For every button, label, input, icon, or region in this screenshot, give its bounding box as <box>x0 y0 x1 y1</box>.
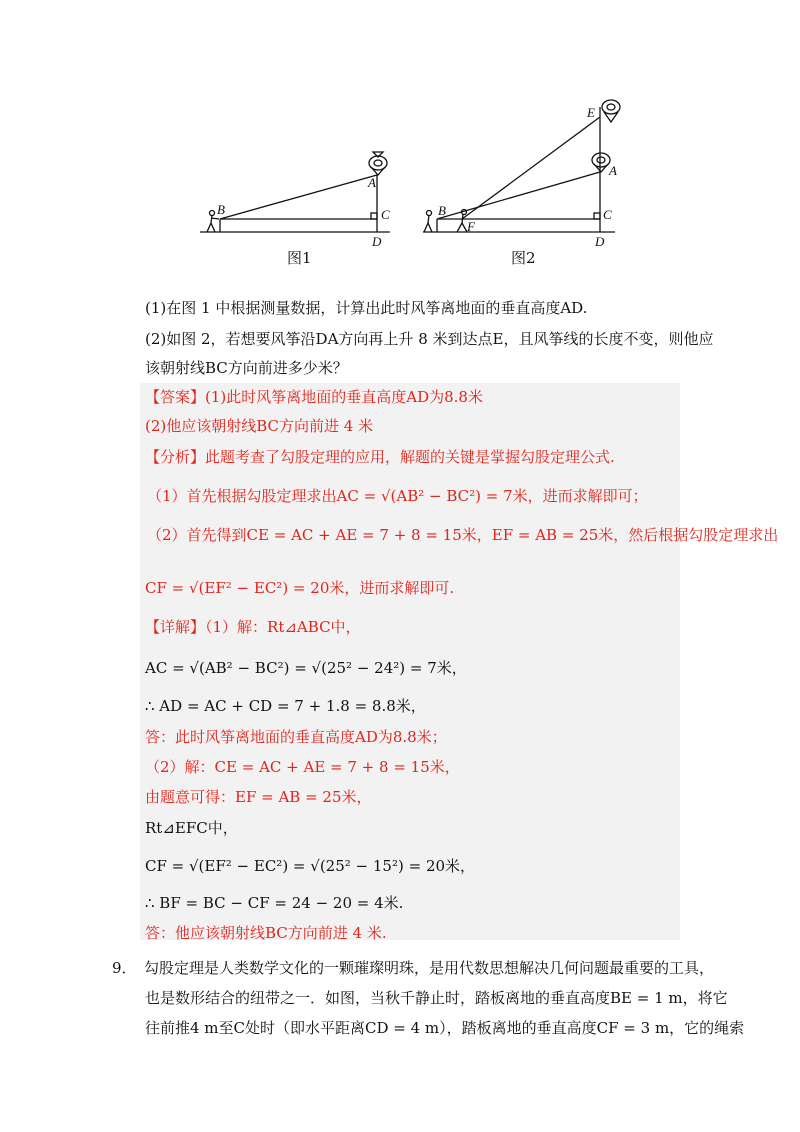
label-d-2: D <box>595 234 605 249</box>
detail-line-6: 由题意可得：EF = AB = 25米， <box>145 788 372 806</box>
kite-figures <box>195 95 635 275</box>
detail-line-8: CF = √(EF² − EC²) = √(25² − 15²) = 20米， <box>145 857 476 875</box>
right-angle-2 <box>594 213 600 219</box>
figure-2-caption: 图2 <box>511 249 536 267</box>
label-b-1: B <box>217 202 225 217</box>
segment-fe-2 <box>462 117 600 219</box>
label-c-2: C <box>603 207 612 222</box>
figure-1-caption: 图1 <box>287 249 312 267</box>
label-b-2: B <box>438 203 446 218</box>
analysis-step-2: （2）首先得到CE = AC + AE = 7 + 8 = 15米，EF = AB = 25米，然后根据勾股定理求出 <box>147 526 779 544</box>
q9-line-3: 往前推4 m至C处时（即水平距离CD = 4 m），踏板离地的垂直高度CF = 3 m，它的绳索 <box>145 1019 745 1037</box>
detail-line-5: （2）解：CE = AC + AE = 7 + 8 = 15米， <box>145 758 460 776</box>
answer-line-2: (2)他应该朝射线BC方向前进 4 米 <box>145 417 374 435</box>
q9-line-1: 9． 勾股定理是人类数学文化的一颗璀璨明珠，是用代数思想解决几何问题最重要的工具， <box>112 959 715 977</box>
figure-1 <box>200 152 390 232</box>
detail-line-9: ∴ BF = BC − CF = 24 − 20 = 4米. <box>145 894 404 912</box>
person-icon-2a <box>427 211 432 216</box>
segment-ba-1 <box>220 175 377 219</box>
person-icon-1 <box>210 211 215 216</box>
label-f-2: F <box>467 219 475 234</box>
detail-line-2: AC = √(AB² − BC²) = √(25² − 24²) = 7米， <box>145 659 467 677</box>
right-angle-1 <box>371 213 377 219</box>
label-a-1: A <box>368 175 376 190</box>
label-a-2: A <box>609 163 617 178</box>
detail-line-10: 答：他应该朝射线BC方向前进 4 米. <box>145 924 387 942</box>
question-1: (1)在图 1 中根据测量数据，计算出此时风筝离地面的垂直高度AD. <box>145 299 588 317</box>
figures <box>195 95 635 275</box>
kite-icon-2b <box>602 100 620 122</box>
kite-icon-1 <box>369 152 387 175</box>
question-2-line-2: 该朝射线BC方向前进多少米？ <box>145 359 348 377</box>
question-2-line-1: (2)如图 2，若想要风筝沿DA方向再上升 8 米到达点E，且风筝线的长度不变，则他应 <box>145 330 714 348</box>
detail-line-3: ∴ AD = AC + CD = 7 + 1.8 = 8.8米， <box>145 697 426 715</box>
analysis-step-1: （1）首先根据勾股定理求出AC = √(AB² − BC²) = 7米，进而求解即可； <box>147 487 648 505</box>
detail-line-4: 答：此时风筝离地面的垂直高度AD为8.8米； <box>145 728 447 746</box>
answer-line-1: 【答案】(1)此时风筝离地面的垂直高度AD为8.8米 <box>145 388 483 406</box>
detail-line-7: Rt⊿EFC中， <box>145 819 238 837</box>
analysis-line: 【分析】此题考查了勾股定理的应用，解题的关键是掌握勾股定理公式. <box>145 448 615 466</box>
label-e-2: E <box>587 105 595 120</box>
label-c-1: C <box>381 207 390 222</box>
analysis-step-2-cont: CF = √(EF² − EC²) = 20米，进而求解即可. <box>145 579 455 597</box>
kite-icon-2a <box>592 153 610 172</box>
label-d-1: D <box>372 234 382 249</box>
detail-line-1: 【详解】（1）解：Rt⊿ABC中， <box>145 618 361 636</box>
q9-line-2: 也是数形结合的纽带之一．如图，当秋千静止时，踏板离地的垂直高度BE = 1 m，将它 <box>145 989 728 1007</box>
